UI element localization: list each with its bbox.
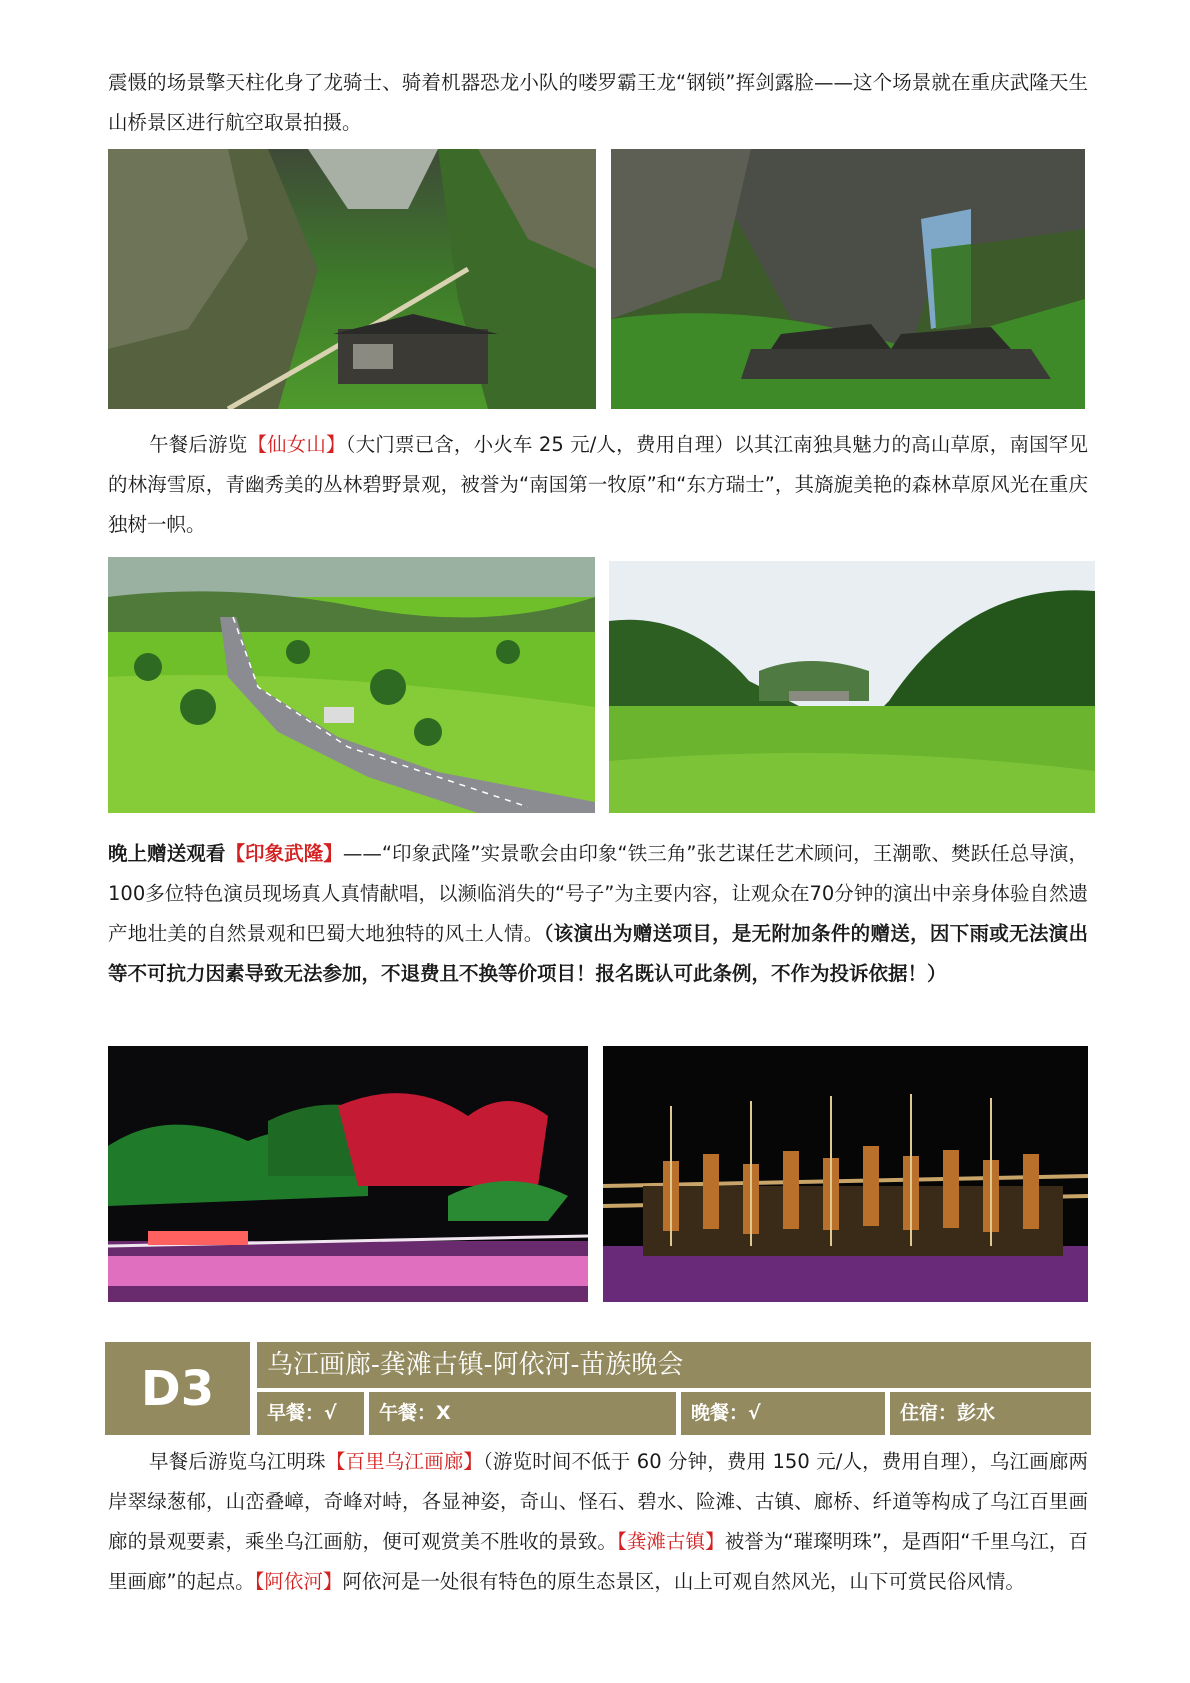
wujiang-lead: 早餐后游览乌江明珠 — [149, 1450, 326, 1473]
day3-dinner: 晚餐：√ — [681, 1392, 885, 1435]
ayi-river-name: 【阿依河】 — [254, 1570, 343, 1593]
impression-name: 【印象武隆】 — [225, 842, 343, 865]
wujiang-gallery-name: 【百里乌江画廊】 — [325, 1450, 484, 1473]
grassland-road-photo — [108, 557, 595, 813]
natural-bridge-photo — [611, 149, 1085, 409]
tiankeng-valley-photo — [108, 149, 596, 409]
meadow-forest-photo — [609, 561, 1095, 813]
wujiang-gallery-description: （游览时间不低于 60 分钟，费用 150 元/人，费用自理），乌江画廊两岸翠绿葱郁，山峦叠嶂，奇峰对峙，各显神姿，奇山、怪石、碧水、险滩、古镇、廊桥、纤道等构成了乌江百里画廊的景观要素，乘坐乌江画舫，便可观赏美不胜收的景致。 — [108, 1450, 1088, 1553]
gongtan-description: 被誉为“璀璨明珠”，是酉阳“千里乌江，百里画廊”的起点。 — [108, 1530, 1088, 1593]
impression-lead: 晚上赠送观看 — [108, 842, 226, 865]
gongtan-name: 【龚滩古镇】 — [617, 1530, 725, 1553]
xiannvshan-paragraph — [108, 425, 1088, 545]
wujiang-paragraph — [108, 1442, 1088, 1602]
day3-hotel: 住宿：彭水 — [890, 1392, 1091, 1435]
day3-lunch: 午餐：X — [369, 1392, 676, 1435]
day3-breakfast: 早餐：√ — [257, 1392, 364, 1435]
day3-title: 乌江画廊-龚滩古镇-阿依河-苗族晚会 — [257, 1342, 1091, 1388]
intro-paragraph — [108, 63, 1088, 143]
impression-paragraph — [108, 834, 1088, 994]
intro-text: 震慑的场景擎天柱化身了龙骑士、骑着机器恐龙小队的喽罗霸王龙“钢锁”挥剑露脸——这个场景就在重庆武隆天生山桥景区进行航空取景拍摄。 — [108, 71, 1088, 134]
impression-description: ——“印象武隆”实景歌会由印象“铁三角”张艺谋任艺术顾问，王潮歌、樊跃任总导演，100多位特色演员现场真人真情献唱，以濒临消失的“号子”为主要内容，让观众在70分钟的演出中亲身体验自然遗产地壮美的自然景观和巴蜀大地独特的风土人情。 — [108, 842, 1088, 945]
impression-disclaimer: （该演出为赠送项目，是无附加条件的赠送，因下雨或无法演出等不可抗力因素导致无法参加，不退费且不换等价项目！报名既认可此条例，不作为投诉依据！） — [108, 922, 1088, 985]
day3-code: D3 — [105, 1342, 250, 1435]
dancers-photo — [603, 1046, 1088, 1302]
xiannvshan-lead: 午餐后游览 — [149, 433, 248, 456]
day3-header — [105, 1342, 1091, 1435]
ayi-river-description: 阿依河是一处很有特色的原生态景区，山上可观自然风光，山下可赏民俗风情。 — [342, 1570, 1025, 1593]
show-stage-photo — [108, 1046, 588, 1302]
xiannvshan-description: （大门票已含，小火车 25 元/人，费用自理）以其江南独具魅力的高山草原，南国罕见的林海雪原，青幽秀美的丛林碧野景观，被誉为“南国第一牧原”和“东方瑞士”，其旖旎美艳的森林草原风光在重庆独树一帜。 — [108, 433, 1088, 536]
xiannvshan-name: 【仙女山】 — [247, 433, 346, 456]
